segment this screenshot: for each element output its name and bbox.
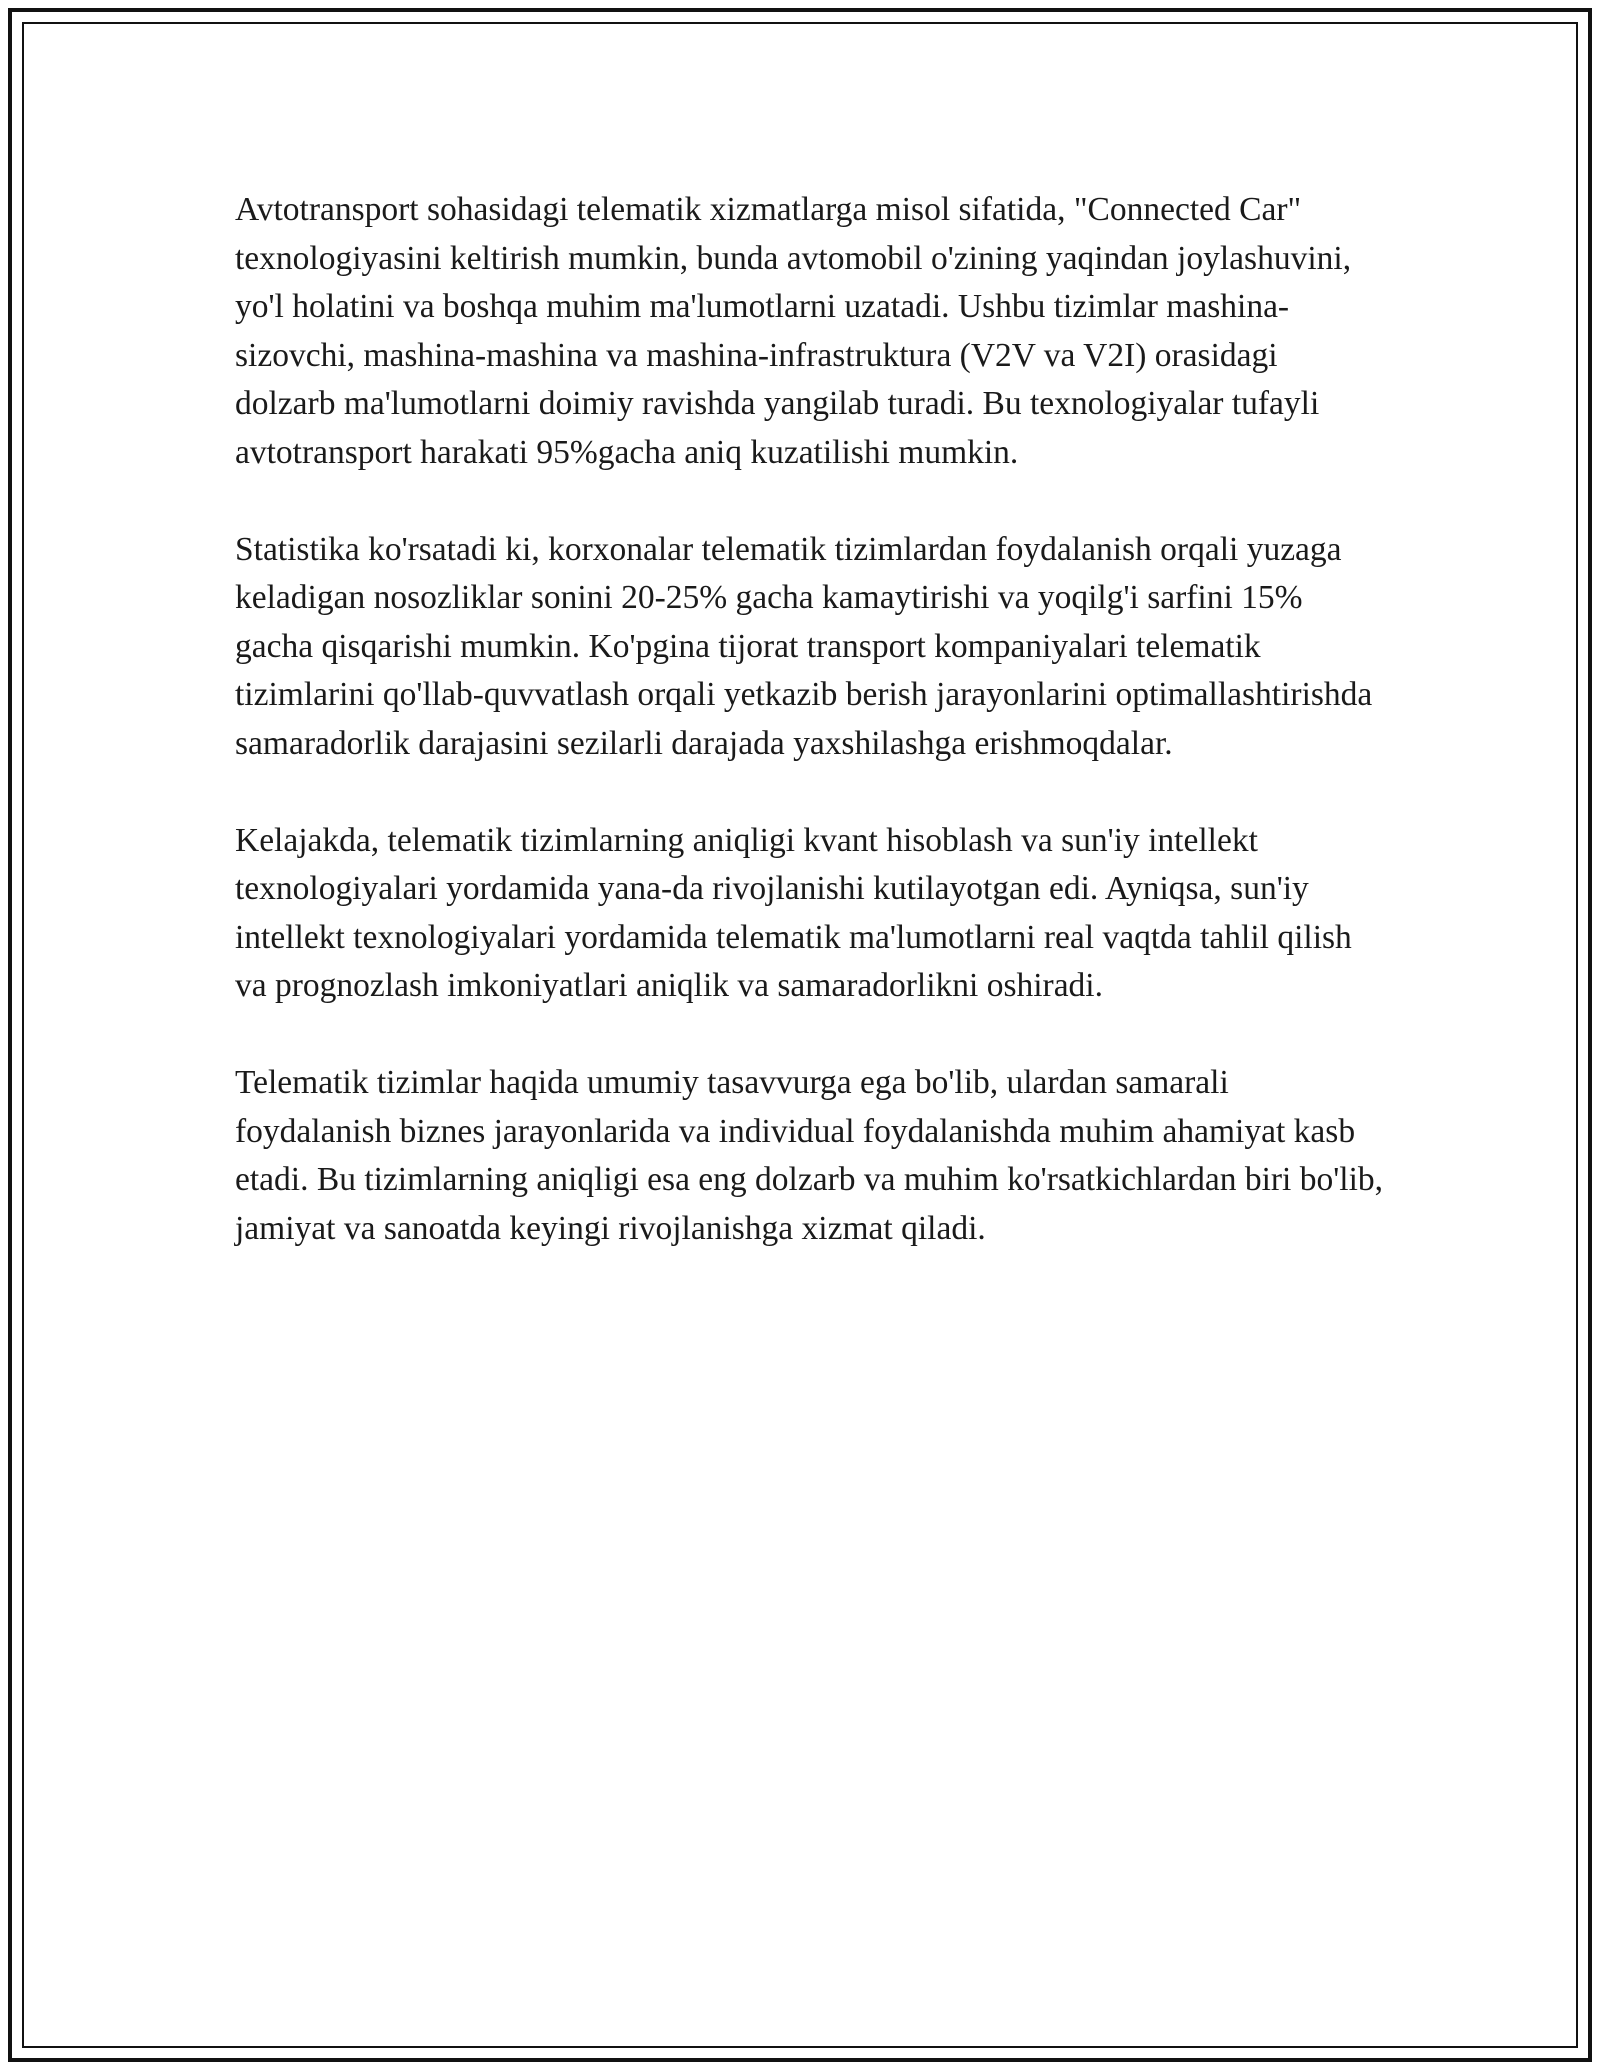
paragraph-connected-car: Avtotransport sohasidagi telematik xizmatlarga misol sifatida, "Connected Car" texnologiyasini keltirish mumkin, bunda avtomobil o'zining yaqindan joylashuvini, yo'l holatini va boshqa muhim ma'lumotlarni uzatadi. Ushbu tizimlar mashina-sizovchi, mashina-mashina va mashina-infrastruktura (V2V va V2I) orasidagi dolzarb ma'lumotlarni doimiy ravishda yangilab turadi. Bu texnologiyalar tufayli avtotransport harakati 95%gacha aniq kuzatilishi mumkin.	[235, 191, 1352, 471]
document-body	[235, 186, 1385, 1302]
paragraph-statistics: Statistika ko'rsatadi ki, korxonalar telematik tizimlardan foydalanish orqali yuzaga keladigan nosozliklar sonini 20-25% gacha kamaytirishi va yoqilg'i sarfini 15% gacha qisqarishi mumkin. Ko'pgina tijorat transport kompaniyalari telematik tizimlarini qo'llab-quvvatlash orqali yetkazib berish jarayonlarini optimallashtirishda samaradorlik darajasini sezilarli darajada yaxshilashga erishmoqdalar.	[235, 530, 1373, 762]
paragraph-conclusion: Telematik tizimlar haqida umumiy tasavvurga ega bo'lib, ulardan samarali foydalanish biznes jarayonlarida va individual foydalanishda muhim ahamiyat kasb etadi. Bu tizimlarning aniqligi esa eng dolzarb va muhim ko'rsatkichlardan biri bo'lib, jamiyat va sanoatda keyingi rivojlanishga xizmat qiladi.	[235, 1064, 1383, 1247]
paragraph-future: Kelajakda, telematik tizimlarning aniqligi kvant hisoblash va sun'iy intellekt texnologiyalari yordamida yana-da rivojlanishi kutilayotgan edi. Ayniqsa, sun'iy intellekt texnologiyalari yordamida telematik ma'lumotlarni real vaqtda tahlil qilish va prognozlash imkoniyatlari aniqlik va samaradorlikni oshiradi.	[235, 821, 1352, 1004]
